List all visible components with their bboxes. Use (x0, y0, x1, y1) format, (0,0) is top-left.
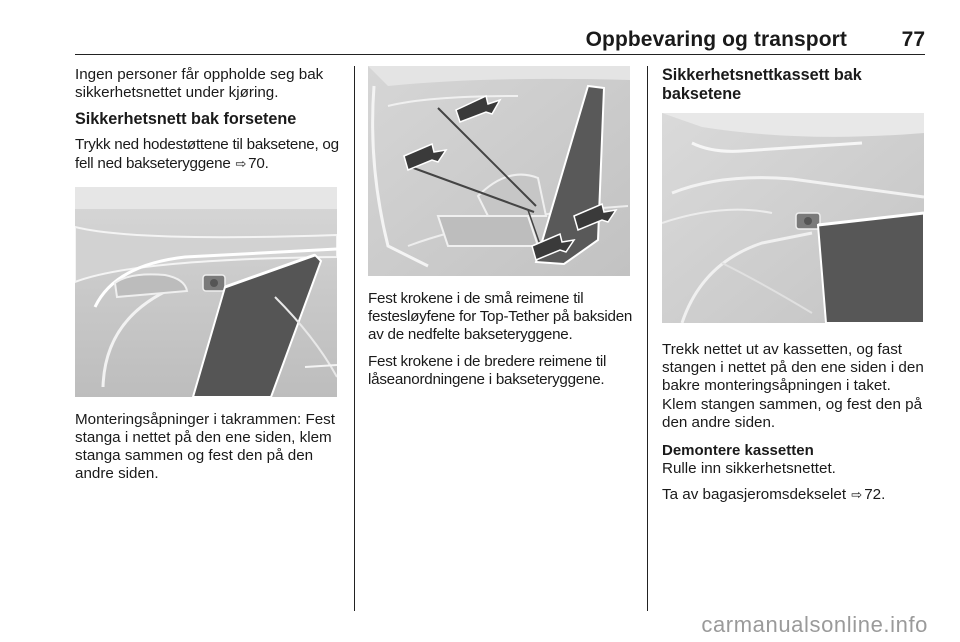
retract-instruction: Rulle inn sikkerhetsnettet. (662, 460, 836, 478)
instruction-body: Trykk ned hodestøttene til baksetene, og fell ned bakseteryggene (75, 136, 339, 172)
column-middle (368, 66, 636, 397)
section-heading-front: Sikkerhetsnett bak forsetene (75, 110, 297, 129)
cassette-instruction: Trekk nettet ut av kassetten, og fast stangen i nettet på den ene siden i den bakre monteringsåpningen i taket. Klem stangen sammen, og fest den på den andre siden. (662, 341, 924, 431)
cover-instruction-body: Ta av bagasjeromsdekselet (662, 486, 847, 504)
page-reference-arrow-icon: ⇨ (235, 155, 247, 171)
figure-roof-mounting (75, 187, 337, 397)
figure-net-cassette (662, 113, 924, 323)
column-divider-left (354, 66, 355, 611)
section-heading-cassette: Sikkerhetsnettkassett bak baksetene (662, 66, 862, 103)
page-reference-arrow-icon: ⇨ (851, 487, 863, 503)
page-reference[interactable]: 72. (864, 486, 886, 504)
intro-text: Ingen personer får oppholde seg bak sikkerhetsnettet under kjøring. (75, 66, 324, 102)
instruction-text (75, 136, 341, 172)
figure-top-tether (368, 66, 630, 276)
page-number: 77 (901, 28, 925, 51)
page-reference[interactable]: 70. (248, 154, 269, 172)
illustration-rear-seat-straps (368, 66, 630, 276)
watermark: carmanualsonline.info (701, 612, 928, 637)
illustration-roof-frame (75, 187, 337, 397)
column-left (75, 66, 341, 492)
subheading-remove-cassette: Demontere kassetten (662, 442, 814, 460)
illustration-net-cassette (662, 113, 924, 323)
lock-instruction: Fest krokene i de bredere reimene til låseanordningene i bakseteryggene. (368, 352, 607, 388)
tether-instruction: Fest krokene i de små reimene til festesløyfene for Top-Tether på baksiden av de nedfelte bakseteryggene. (368, 290, 633, 344)
page-title: Oppbevaring og transport (585, 28, 847, 51)
column-right (662, 66, 926, 512)
figure-caption: Monteringsåpninger i takrammen: Fest stanga i nettet på den ene siden, klem stanga sammen og fest den på den andre siden. (75, 410, 335, 483)
page-header (75, 26, 925, 55)
column-divider-right (647, 66, 648, 611)
cover-instruction (662, 486, 926, 504)
